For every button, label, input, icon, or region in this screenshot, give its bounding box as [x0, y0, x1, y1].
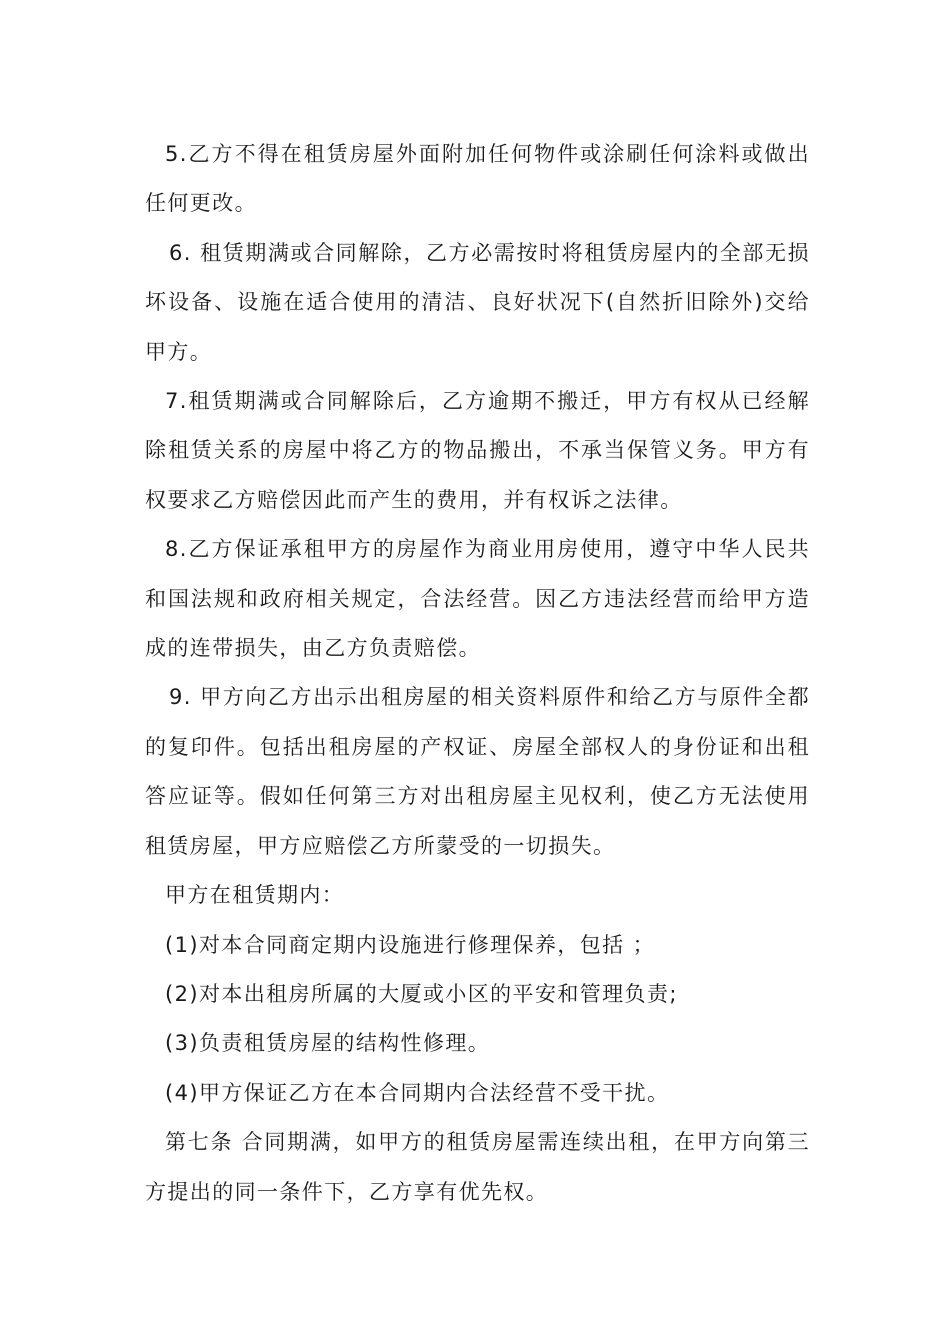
clause-9: 9. 甲方向乙方出示出租房屋的相关资料原件和给乙方与原件全都的复印件。包括出租房屋的产权证、房屋全部权人的身份证和出租答应证等。假如任何第三方对出租房屋主见权利，使乙方无法使用租赁房屋，甲方应赔偿乙方所蒙受的一切损失。: [145, 685, 810, 858]
lessor-duty-2: (2)对本出租房所属的大厦或小区的平安和管理负责;: [165, 981, 678, 1006]
article-7: 第七条 合同期满，如甲方的租赁房屋需连续出租，在甲方向第三方提出的同一条件下，乙方享有优先权。: [145, 1130, 810, 1204]
clause-8: 8.乙方保证承租甲方的房屋作为商业用房使用，遵守中华人民共和国法规和政府相关规定，合法经营。因乙方违法经营而给甲方造成的连带损失，由乙方负责赔偿。: [145, 537, 810, 661]
clause-7: 7.租赁期满或合同解除后，乙方逾期不搬迁，甲方有权从已经解除租赁关系的房屋中将乙方的物品搬出，不承当保管义务。甲方有权要求乙方赔偿因此而产生的费用，并有权诉之法律。: [145, 389, 810, 512]
lessor-duty-1: (1)对本合同商定期内设施进行修理保养，包括 ；: [165, 932, 656, 957]
document-body: [145, 130, 810, 1217]
lessor-duties-heading: 甲方在租赁期内：: [165, 883, 345, 908]
lessor-duty-4: (4)甲方保证乙方在本合同期内合法经营不受干扰。: [165, 1080, 670, 1105]
clause-5: 5.乙方不得在租赁房屋外面附加任何物件或涂刷任何涂料或做出任何更改。: [145, 142, 810, 216]
clause-6: 6. 租赁期满或合同解除，乙方必需按时将租赁房屋内的全部无损坏设备、设施在适合使用的清洁、良好状况下(自然折旧除外)交给甲方。: [145, 240, 810, 364]
lessor-duty-3: (3)负责租赁房屋的结构性修理。: [165, 1031, 491, 1056]
